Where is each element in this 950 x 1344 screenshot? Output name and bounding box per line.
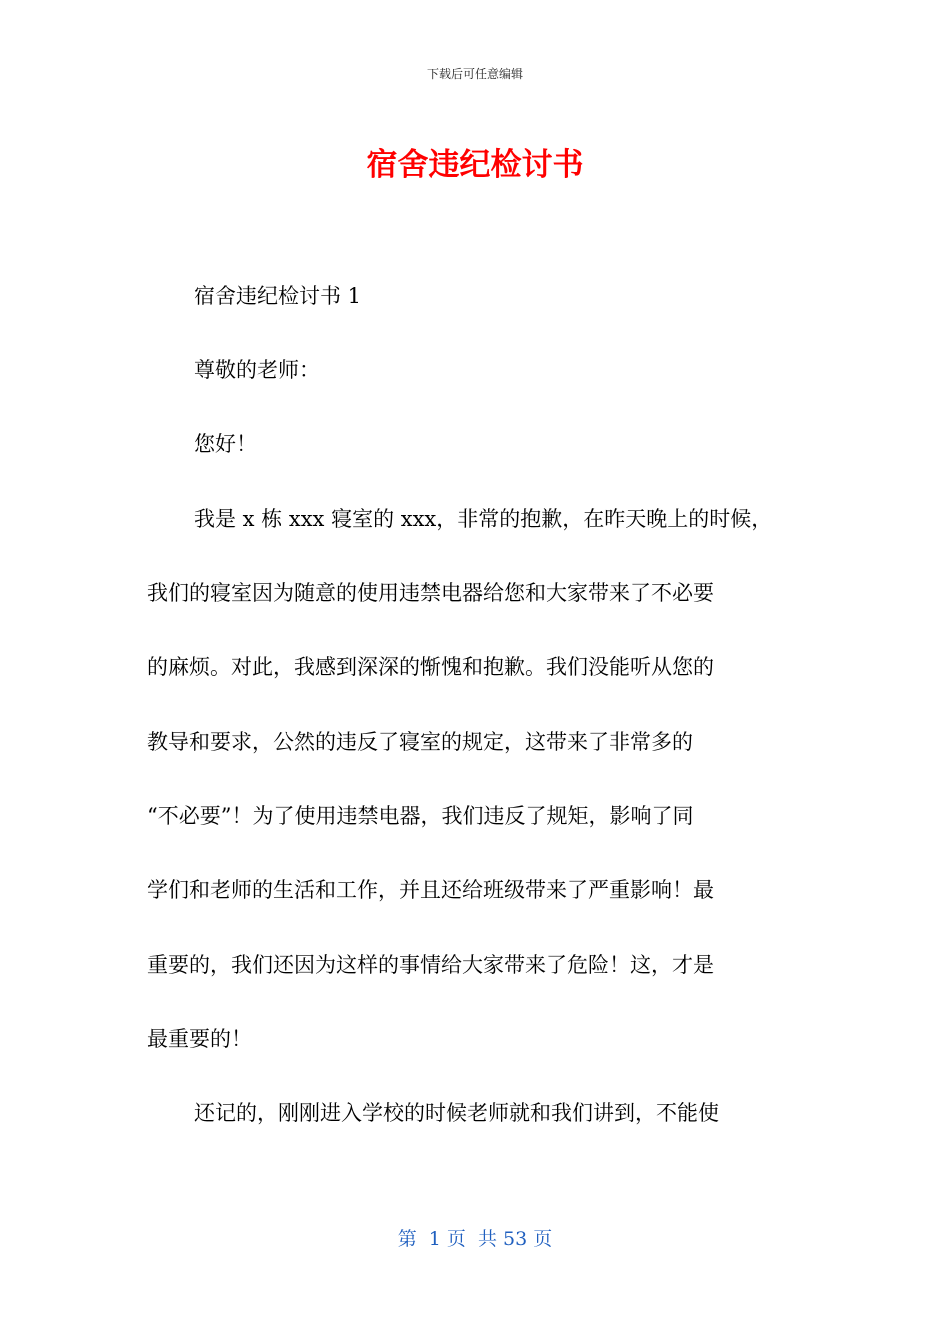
body-line: 学们和老师的生活和工作，并且还给班级带来了严重影响！最 <box>147 878 714 902</box>
body-line: 的麻烦。对此，我感到深深的惭愧和抱歉。我们没能听从您的 <box>147 655 714 679</box>
section-heading: 宿舍违纪检讨书 1 <box>194 284 362 308</box>
body-line: 还记的，刚刚进入学校的时候老师就和我们讲到，不能使 <box>194 1101 719 1125</box>
page-number-footer: 第 1 页 共 53 页 <box>397 1228 553 1250</box>
body-line: 重要的，我们还因为这样的事情给大家带来了危险！这，才是 <box>147 953 714 977</box>
body-line: 最重要的！ <box>147 1027 252 1051</box>
body-line: “不必要”！为了使用违禁电器，我们违反了规矩，影响了同 <box>147 804 694 828</box>
document-title: 宿舍违纪检讨书 <box>366 147 584 183</box>
body-line: 我们的寝室因为随意的使用违禁电器给您和大家带来了不必要 <box>147 581 714 605</box>
greeting: 您好！ <box>194 432 257 456</box>
header-note: 下载后可任意编辑 <box>426 67 523 81</box>
salutation: 尊敬的老师： <box>194 358 320 382</box>
body-line: 我是 x 栋 xxx 寝室的 xxx，非常的抱歉，在昨天晚上的时候， <box>194 507 773 531</box>
body-line: 教导和要求，公然的违反了寝室的规定，这带来了非常多的 <box>147 730 693 754</box>
